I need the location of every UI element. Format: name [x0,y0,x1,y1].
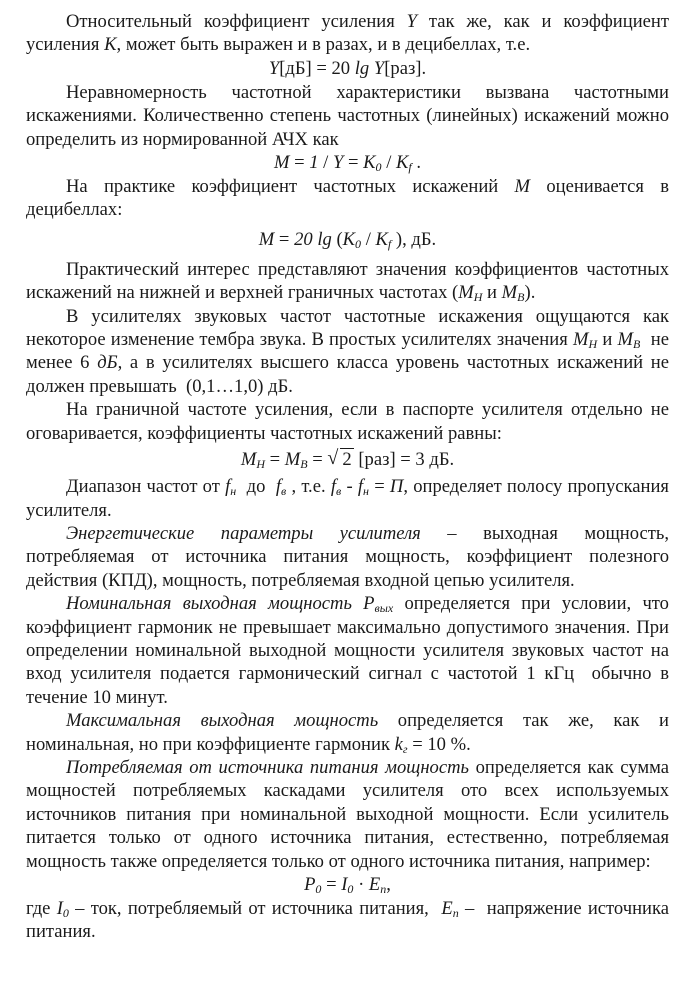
equation-y-db: Y[дБ] = 20 lg Y[раз]. [268,57,427,79]
equation-sqrt2: $M_H = M_B$ = √ 2 [раз] = 3 дБ. [240,447,455,472]
paragraph-practical-interest: Практический интерес представляют значения коэффициентов частотных искажений на нижней и верхней граничных частотах ($M_H$ и $M_B$). [26,258,669,305]
equation-m-ratio: $M = 1 / Y = K_0 / K_f$ . [273,152,422,175]
paragraph-nominal-power: Номинальная выходная мощность $P_{вых}$ определяется при условии, что коэффициент гармоник не превышает максимально допустимого значения. При определении номинальной выходной мощности усилителя звуковых частот на вход усилителя подается гармонический сигнал с частотой 1 кГц обычно в течение 10 минут. [26,593,669,708]
paragraph-nonuniformity: Неравномерность частотной характеристики вызвана частотными искажениями. Количественно степень частотных (линейных) искажений можно определить из нормированной АЧХ как [26,81,669,150]
paragraph-consumed-power: Потребляемая от источника питания мощность определяется как сумма мощностей потребляемых каскадами усилителя ото всех используемых источников питания при номинальной выходной мощности. Если усилитель питается только от одного источника питания, естественно, потребляемая мощность также определяется только от одного источника питания, например: [26,756,669,872]
paragraph-audio-amplifiers: В усилителях звуковых частот частотные искажения ощущаются как некоторое изменение тембра звука. В простых усилителях значения $M_H$ и $M_B$ не менее 6 дБ, а в усилителях высшего класса уровень частотных искажений не должен превышать (0,1…1,0) дБ. [26,305,670,397]
paragraph-energy-parameters: Энергетические параметры усилителя – выходная мощность, потребляемая от источника питания мощность, коэффициент полезного действия (КПД), мощность, потребляемая входной цепью усилителя. [26,522,669,591]
paragraph-max-power: Максимальная выходная мощность определяется так же, как и номинальная, но при коэффициенте гармоник $k_г = 10$ %. [26,710,669,756]
paragraph-cutoff-frequency: На граничной частоте усиления, если в паспорте усилителя отдельно не оговаривается, коэффициенты частотных искажений равны: [26,399,669,444]
paragraph-m-decibels: На практике коэффициент частотных искажений M оценивается в децибеллах: [26,176,669,221]
equation-m-db: M = 20 $\lg (K_0 / K_f$ ), дБ. [258,228,437,251]
equation-p0: $P_0 = I_0 \cdot E_п$, [304,874,391,896]
paragraph-relative-gain: Относительный коэффициент усиления Y так же, как и коэффициент усиления K, может быть выражен и в разах, и в децибеллах, т.е. [26,11,669,56]
paragraph-bandwidth: Диапазон частот от $f_н$ до $f_в$ , т.е. $f_в - f_н = П$, определяет полосу пропускания усилителя. [26,476,669,521]
paragraph-current-definition: где $I_0$ – ток, потребляемый от источника питания, $E_п$ – напряжение источника питания. [26,898,669,943]
